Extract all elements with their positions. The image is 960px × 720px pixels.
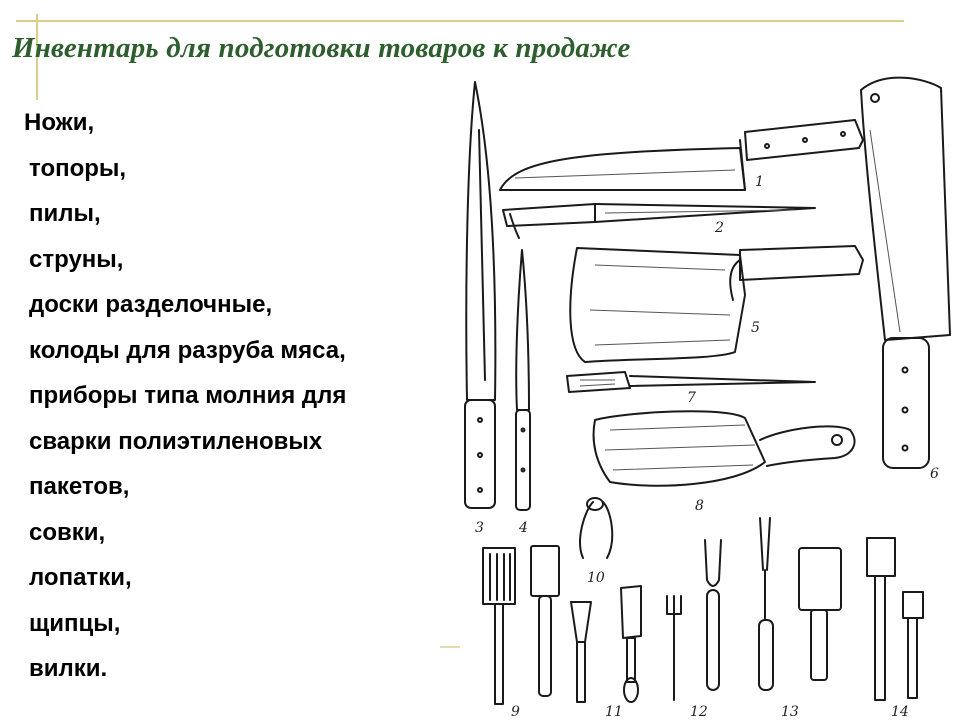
boning-knife-icon	[516, 250, 530, 510]
list-item: топоры,	[29, 154, 127, 182]
list-item: совки,	[29, 518, 106, 546]
list-item: пилы,	[29, 200, 101, 227]
fork-small-icon	[667, 596, 681, 700]
label-2: 2	[715, 220, 724, 236]
slicing-knife-icon	[503, 204, 815, 238]
tools-illustration	[455, 70, 960, 720]
chef-knife-icon	[500, 120, 863, 190]
label-9: 9	[511, 704, 520, 720]
scoop-icon	[594, 411, 855, 486]
tongs-icon	[580, 498, 612, 558]
label-14: 14	[891, 704, 909, 720]
scraper-icon	[867, 538, 923, 700]
slotted-spatula-icon	[483, 548, 515, 704]
inventory-list	[20, 100, 346, 692]
cleaver-icon	[570, 246, 863, 362]
list-item: лопатки,	[29, 564, 132, 591]
decor-horizontal-line	[16, 20, 904, 22]
label-10: 10	[587, 570, 605, 586]
list-item: доски разделочные,	[29, 291, 273, 318]
label-3: 3	[475, 520, 484, 536]
long-fork-icon	[759, 518, 773, 690]
list-item: вилки.	[29, 655, 108, 682]
list-item: щипцы,	[29, 609, 121, 637]
small-spatula-icon	[571, 586, 641, 702]
long-knife-icon	[465, 82, 495, 508]
label-12: 12	[690, 704, 708, 720]
wide-spatula-icon	[799, 548, 841, 680]
list-item: Ножи,	[24, 109, 95, 136]
label-8: 8	[695, 498, 704, 514]
sharpening-steel-icon	[567, 372, 815, 392]
slide-title: Инвентарь для подготовки товаров к продаже	[12, 32, 631, 64]
label-1: 1	[755, 174, 764, 190]
label-7: 7	[687, 390, 696, 406]
axe-icon	[861, 78, 950, 468]
list-item: струны,	[29, 245, 124, 273]
list-item: колоды для разруба мяса,	[29, 336, 346, 364]
label-6: 6	[930, 466, 939, 482]
label-13: 13	[781, 704, 799, 720]
list-item: приборы типа молния для	[29, 382, 347, 409]
meat-fork-icon	[705, 540, 721, 690]
list-item: пакетов,	[29, 473, 130, 500]
label-5: 5	[751, 320, 760, 336]
list-item: сварки полиэтиленовых	[29, 427, 323, 455]
label-11: 11	[605, 704, 623, 720]
label-4: 4	[519, 520, 528, 536]
spatula-icon	[531, 546, 559, 696]
